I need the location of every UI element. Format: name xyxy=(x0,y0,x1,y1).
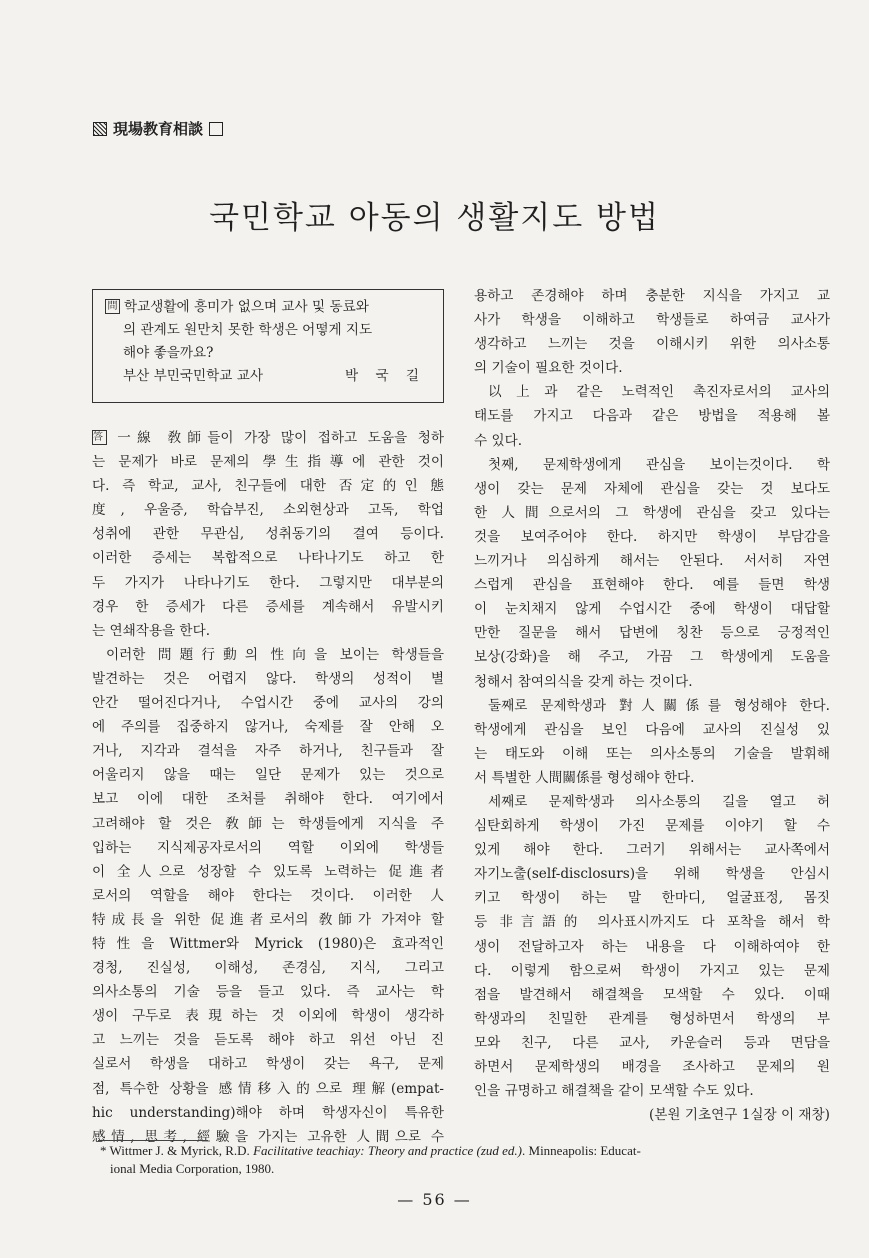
text-line: 자기노출(self-disclosurs)을 위해 학생을 안심시 xyxy=(474,866,830,883)
text-line: 이 눈치채지 않게 수업시간 중에 학생이 대답할 xyxy=(474,601,830,618)
text-line: 첫째, 문제학생에게 관심을 보이는것이다. 학 xyxy=(488,456,830,473)
text-line: 答 一線 敎師들이 가장 많이 접하고 도움을 청하 xyxy=(93,430,444,446)
text-line: 보상(강화)을 해 주고, 가끔 그 학생에게 도움을 xyxy=(474,649,830,666)
footnote-rule xyxy=(98,1140,208,1141)
section-label xyxy=(93,118,223,139)
text-line: 느끼거나 의심하게 해서는 안된다. 서서히 자연 xyxy=(474,553,830,570)
text-line: 特性을 Wittmer와 Myrick (1980)은 효과적인 xyxy=(92,935,444,952)
text-line: 둘째로 문제학생과 對人關係를 형성해야 한다. xyxy=(488,697,830,714)
question-line: 問 학교생활에 흥미가 없으며 교사 및 동료와 xyxy=(105,296,433,319)
text-line: 생이 구두로 表現하는 것 이외에 학생이 생각하 xyxy=(92,1008,444,1025)
page-number: — 56 — xyxy=(397,1190,472,1209)
author-name: 박 국 길 xyxy=(345,368,419,384)
text-line: 세째로 문제학생과 의사소통의 길을 열고 허 xyxy=(488,793,830,810)
text-line: 생이 갖는 문제 자체에 관심을 갖는 것 보다도 xyxy=(474,480,830,497)
text-line: 度, 우울증, 학습부진, 소외현상과 고독, 학업 xyxy=(92,502,444,519)
text-line: 발견하는 것은 어렵지 않다. 학생의 성적이 별 xyxy=(92,670,444,687)
text-line: 태도를 가지고 다음과 같은 방법을 적용해 볼 xyxy=(474,408,830,425)
section-label-text: 現場教育相談 xyxy=(113,120,204,138)
text-line: 성취에 관한 무관심, 성취동기의 결여 등이다. xyxy=(92,526,444,543)
footnote-marker: * xyxy=(100,1143,107,1158)
text-line: 심탄회하게 학생이 가진 문제를 이야기 할 수 xyxy=(474,818,830,835)
text-line: (본원 기초연구 1실장 이 재창) xyxy=(649,1107,830,1124)
question-author xyxy=(105,365,433,388)
text-line: 생각하고 느끼는 것을 이해시키 위한 의사소통 xyxy=(474,336,830,353)
text-line: 의 기술이 필요한 것이다. xyxy=(474,360,623,377)
text-line: 생이 전달하고자 하는 내용을 다 이해하여야 한 xyxy=(474,938,830,955)
text-line: 등 非言語的 의사표시까지도 다 포착을 해서 학 xyxy=(474,914,830,931)
question-line: 해야 좋을까요? xyxy=(123,345,214,361)
text-line: 는 문제가 바로 문제의 學生指導에 관한 것이 xyxy=(92,454,444,471)
text-line: 고려해야 할 것은 敎師는 학생들에게 지식을 주 xyxy=(92,815,444,832)
text-line: 感情, 思考, 經驗을 가지는 고유한 人間으로 수 xyxy=(92,1128,444,1145)
text-line: 입하는 지식제공자로서의 역할 이외에 학생들 xyxy=(92,839,444,856)
text-line: 인을 규명하고 해결책을 같이 모색할 수도 있다. xyxy=(474,1083,754,1100)
text-line: 용하고 존경해야 하며 충분한 지식을 가지고 교 xyxy=(474,288,830,304)
text-line: 이러한 問題行動의 性向을 보이는 학생들을 xyxy=(106,646,444,663)
text-line: 다. 이렇게 함으로써 학생이 가지고 있는 문제 xyxy=(474,962,830,979)
text-line: 것을 보여주어야 한다. 하지만 학생이 부담감을 xyxy=(474,528,830,545)
text-line: 보고 이에 대한 조처를 취해야 한다. 여기에서 xyxy=(92,791,444,808)
text-line: 에 주의를 집중하지 않거나, 숙제를 잘 안해 오 xyxy=(92,719,444,736)
text-line: 스럽게 관심을 표현해야 한다. 예를 들면 학생 xyxy=(474,577,830,594)
square-icon xyxy=(209,122,223,136)
text-line: 경청, 진실성, 이해성, 존경심, 지식, 그리고 xyxy=(92,960,444,977)
text-line: 고 느끼는 것을 듣도록 해야 하고 위선 아닌 진 xyxy=(92,1032,444,1049)
text-line: hic understanding)해야 하며 학생자신이 특유한 xyxy=(92,1104,444,1121)
question-box xyxy=(92,289,444,403)
author-school: 부산 부민국민학교 교사 xyxy=(123,368,263,384)
text-line: 한 人間으로서의 그 학생에 관심을 갖고 있다는 xyxy=(474,504,830,521)
text-line: 로서의 역할을 해야 한다는 것이다. 이러한 人 xyxy=(92,887,444,904)
text-line: 이러한 증세는 복합적으로 나타나기도 하고 한 xyxy=(92,550,444,567)
text-line: 의사소통의 기술 등을 들고 있다. 즉 교사는 학 xyxy=(92,984,444,1001)
text-line: 실로서 학생을 대하고 학생이 갖는 욕구, 문제 xyxy=(92,1056,444,1073)
text-line: 점을 발견해서 해결책을 모색할 수 있다. 이때 xyxy=(474,986,830,1003)
hatched-square-icon xyxy=(93,122,107,136)
text-line: 학생에게 관심을 보인 다음에 교사의 진실성 있 xyxy=(474,721,830,738)
text-line: 하면서 문제학생의 배경을 조사하고 문제의 원 xyxy=(474,1059,830,1075)
article-title: 국민학교 아동의 생활지도 방법 xyxy=(209,200,660,236)
text-line: 두 가지가 나타나기도 한다. 그렇지만 대부분의 xyxy=(92,574,444,591)
footnote-authors: Wittmer J. & Myrick, R.D. xyxy=(109,1143,250,1158)
text-line: 점, 특수한 상황을 感情移入的으로 理解(empat- xyxy=(92,1080,444,1097)
question-line: 의 관계도 원만치 못한 학생은 어떻게 지도 xyxy=(123,322,373,338)
text-line: 모와 친구, 다른 교사, 카운슬러 등과 면담을 xyxy=(474,1034,830,1051)
text-line: 다. 즉 학교, 교사, 친구들에 대한 否定的인 態 xyxy=(92,478,444,495)
text-line: 있게 해야 한다. 그러기 위해서는 교사쪽에서 xyxy=(474,842,830,859)
text-line: 사가 학생을 이해하고 학생들로 하여금 교사가 xyxy=(474,312,830,329)
text-line: 特成長을 위한 促進者로서의 敎師가 가져야 할 xyxy=(92,911,444,928)
text-line: 거나, 지각과 결석을 자주 하거나, 친구들과 잘 xyxy=(92,743,444,760)
text-line: 학생과의 친밀한 관계를 형성하면서 학생의 부 xyxy=(474,1010,830,1027)
answer-mark: 答 xyxy=(92,430,107,445)
text-line: 안간 떨어진다거나, 수업시간 중에 교사의 강의 xyxy=(92,695,444,712)
left-column xyxy=(92,426,444,1149)
text-line: 이 全人으로 성장할 수 있도록 노력하는 促進者 xyxy=(92,863,444,880)
text-line: 청해서 참여의식을 갖게 하는 것이다. xyxy=(474,673,693,690)
footnote-rest: . Minneapolis: Educat- xyxy=(522,1143,641,1158)
text-line: 어울리지 않을 때는 일단 문제가 있는 것으로 xyxy=(92,767,444,784)
footnote-line2: ional Media Corporation, 1980. xyxy=(110,1161,275,1176)
text-line: 키고 학생이 하는 말 한마디, 얼굴표정, 몸짓 xyxy=(474,890,830,907)
text-line: 以上과 같은 노력적인 촉진자로서의 교사의 xyxy=(488,384,830,401)
right-column xyxy=(474,284,830,1127)
text-line: 서 특별한 人間關係를 형성해야 한다. xyxy=(474,769,695,786)
text-line: 는 연쇄작용을 한다. xyxy=(92,622,211,639)
text-line: 경우 한 증세가 다른 증세를 계속해서 유발시키 xyxy=(92,598,444,615)
footnote-book-title: Facilitative teachiay: Theory and practice (zud ed.) xyxy=(253,1143,523,1158)
footnote xyxy=(100,1142,830,1178)
text-line: 는 태도와 이해 또는 의사소통의 기술을 발휘해 xyxy=(474,745,830,762)
text-line: 수 있다. xyxy=(474,432,523,449)
question-mark: 問 xyxy=(105,299,120,314)
text-line: 만한 질문을 해서 답변에 칭찬 등으로 긍정적인 xyxy=(474,625,830,642)
